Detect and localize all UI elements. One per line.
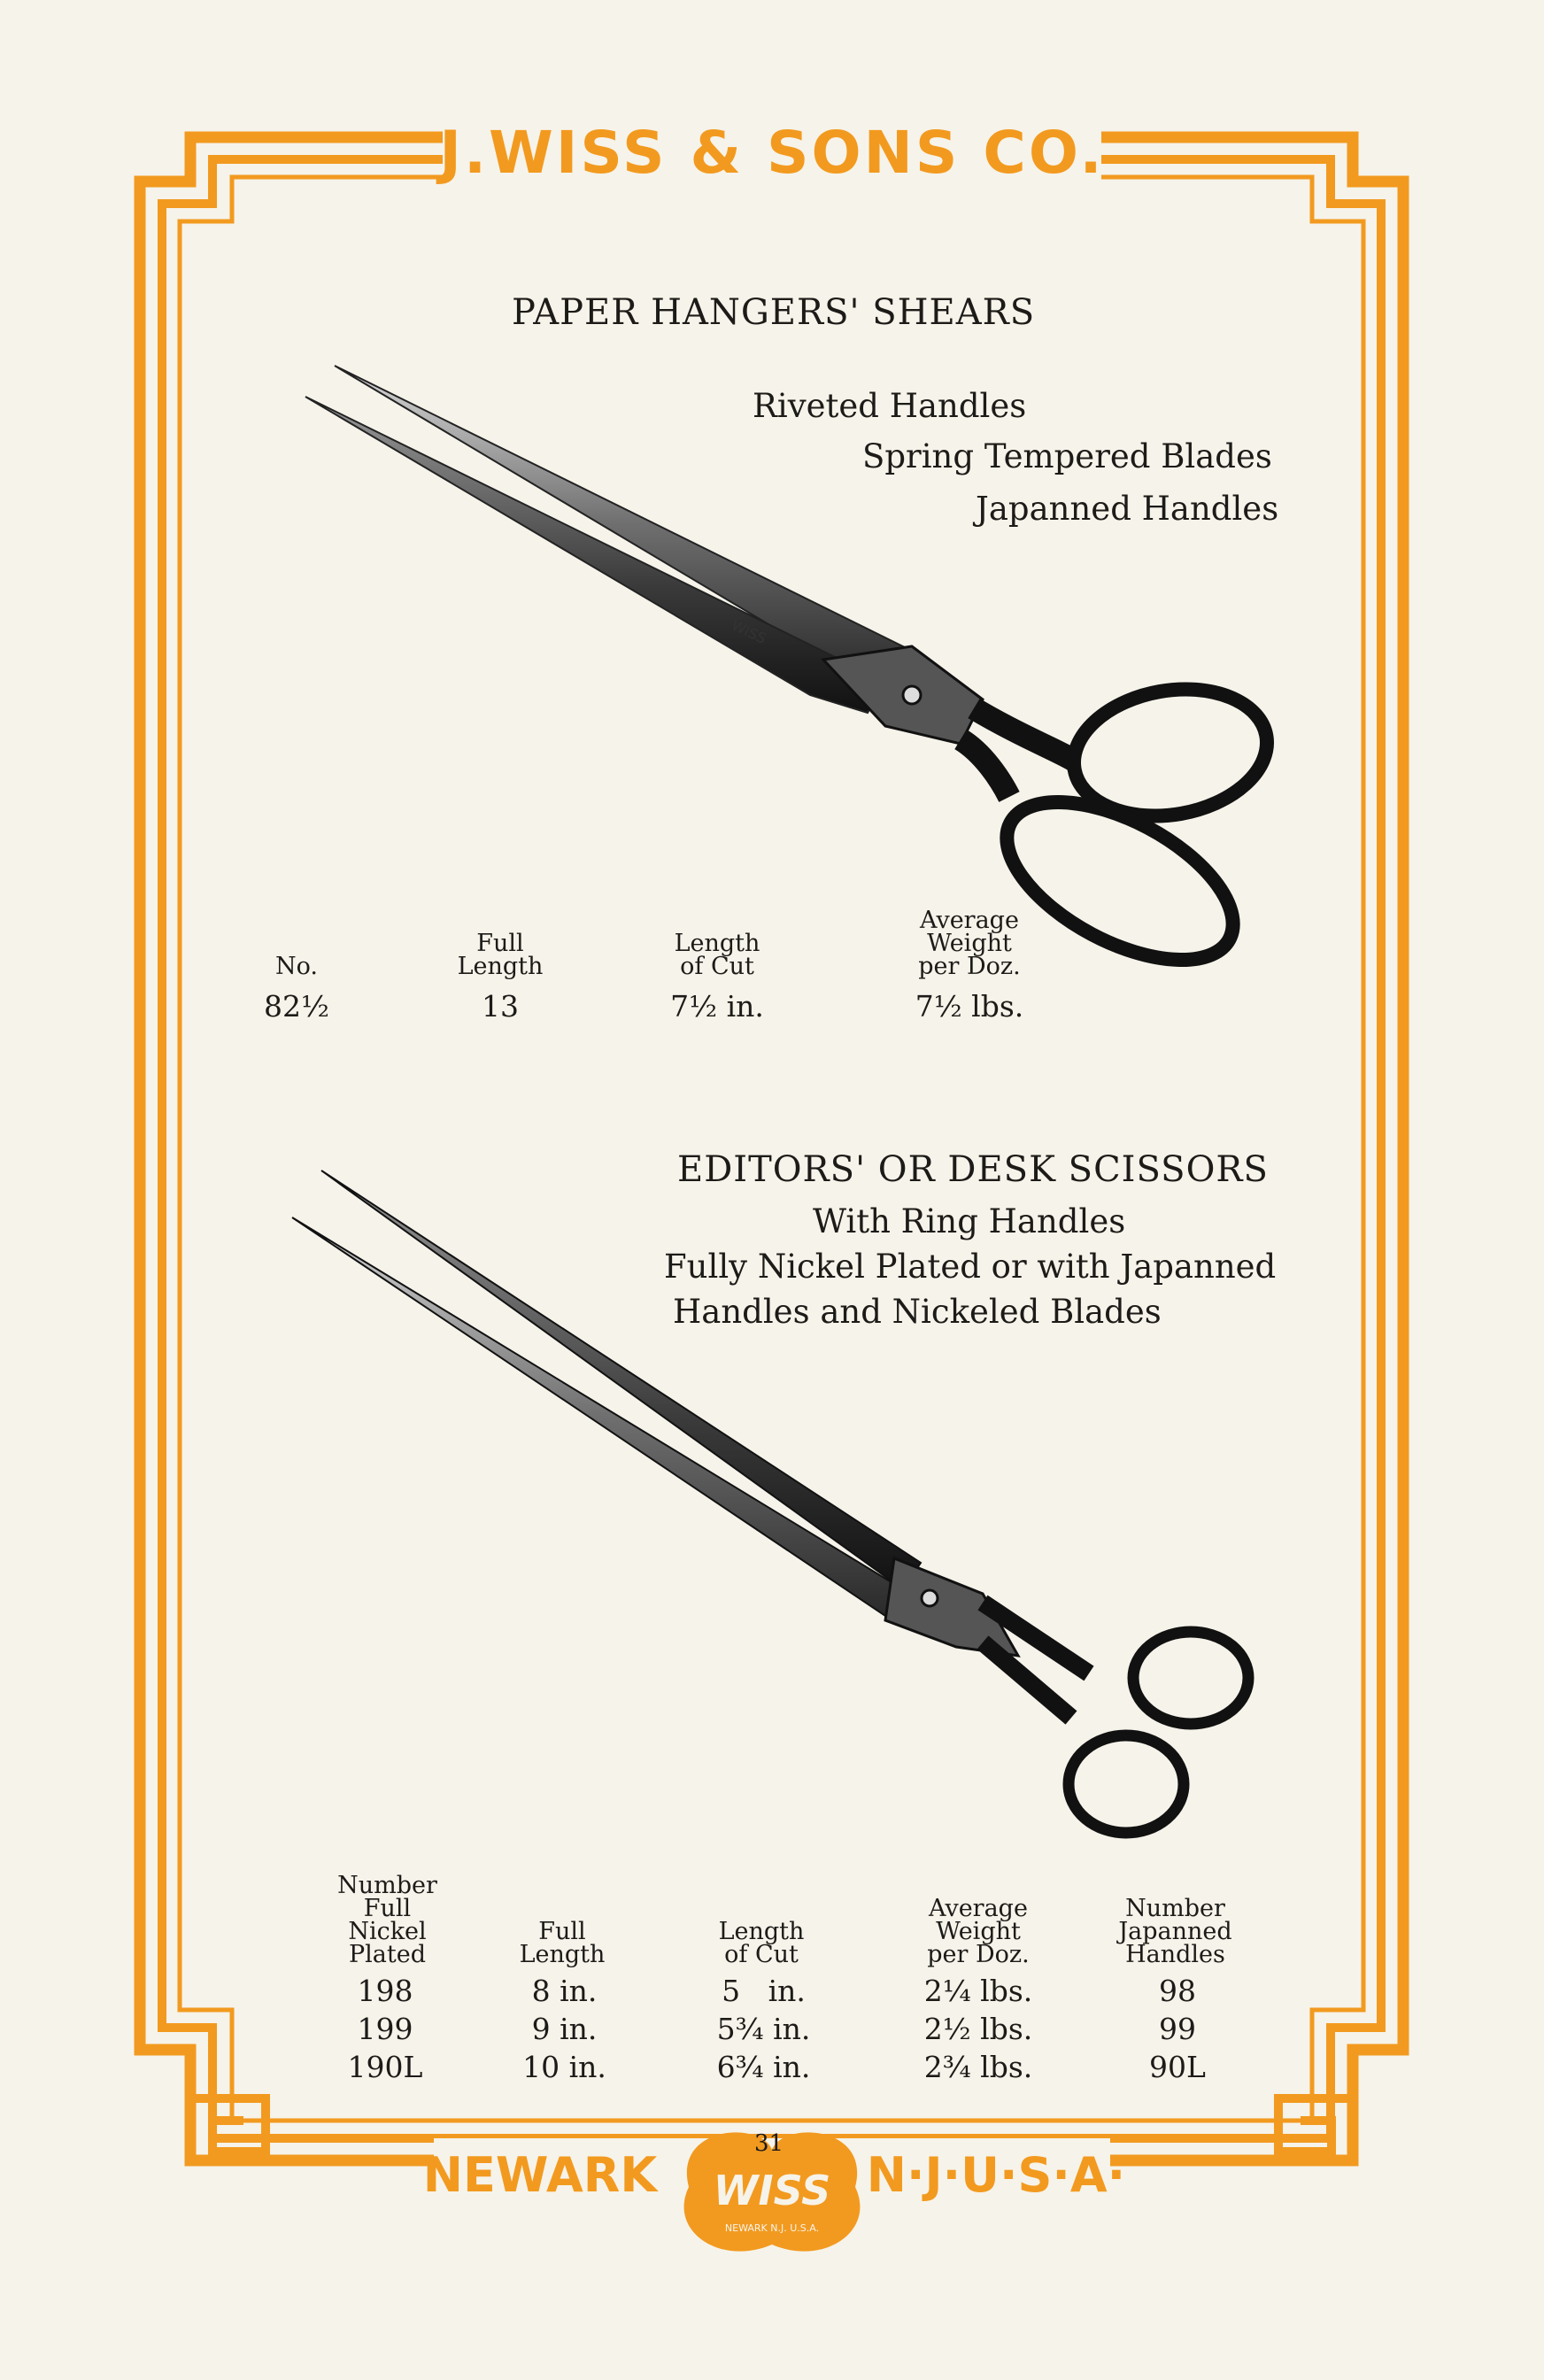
- s1-cell-full-length: 13: [482, 989, 519, 1024]
- s2-cell: 9 in.: [531, 2012, 598, 2046]
- s2-cell: 2½ lbs.: [923, 2012, 1033, 2046]
- s2-cell: 6¾ in.: [716, 2050, 811, 2084]
- footer-right-text: N·J·U·S·A·: [866, 2147, 1126, 2203]
- s2-cell: 2¼ lbs.: [923, 1974, 1033, 2008]
- s2-cell: 2¾ lbs.: [923, 2050, 1033, 2084]
- section2-title: EDITORS' OR DESK SCISSORS: [677, 1149, 1269, 1190]
- s2-cell: 98: [1159, 1974, 1196, 2008]
- s2-cell: 190L: [347, 2050, 423, 2084]
- s2-header-full-length: Full Length: [519, 1918, 606, 1968]
- section2-feature-3: Handles and Nickeled Blades: [673, 1293, 1162, 1331]
- s1-cell-no: 82½: [264, 989, 329, 1024]
- section1-feature-1: Riveted Handles: [753, 387, 1027, 425]
- s2-header-length-cut: Length of Cut: [718, 1918, 805, 1968]
- logo-subtext: NEWARK N.J. U.S.A.: [724, 2222, 820, 2234]
- s1-header-weight: Average Weight per Doz.: [918, 907, 1021, 980]
- s2-cell: 8 in.: [531, 1974, 598, 2008]
- header-brand: J.WISS & SONS CO.: [439, 119, 1105, 187]
- section1-feature-2: Spring Tempered Blades: [862, 437, 1272, 475]
- page-number: 31: [754, 2130, 784, 2157]
- s2-cell: 90L: [1149, 2050, 1206, 2084]
- section1-feature-3: Japanned Handles: [976, 490, 1279, 528]
- s2-header-weight: Average Weight per Doz.: [927, 1895, 1030, 1968]
- s2-cell: 99: [1159, 2012, 1196, 2046]
- s2-cell: 5¾ in.: [716, 2012, 811, 2046]
- s2-header-nickel: Number Full Nickel Plated: [337, 1872, 437, 1968]
- section1-title: PAPER HANGERS' SHEARS: [512, 292, 1036, 333]
- s2-cell: 198: [357, 1974, 413, 2008]
- section2-feature-1: With Ring Handles: [813, 1202, 1126, 1240]
- s2-header-japanned: Number Japanned Handles: [1118, 1895, 1232, 1968]
- s2-cell: 5 in.: [722, 1974, 806, 2008]
- svg-text:WISS: WISS: [729, 616, 769, 647]
- logo-text: WISS: [713, 2167, 831, 2214]
- s1-cell-length-cut: 7½ in.: [670, 989, 764, 1024]
- s2-cell: 199: [357, 2012, 413, 2046]
- s1-header-full-length: Full Length: [457, 930, 544, 980]
- footer-left-text: NEWARK: [422, 2147, 658, 2203]
- section2-feature-2: Fully Nickel Plated or with Japanned: [664, 1248, 1277, 1286]
- s1-cell-weight: 7½ lbs.: [915, 989, 1024, 1024]
- s1-header-length-cut: Length of Cut: [674, 930, 760, 980]
- s1-header-no: No.: [275, 953, 318, 980]
- s2-cell: 10 in.: [522, 2050, 606, 2084]
